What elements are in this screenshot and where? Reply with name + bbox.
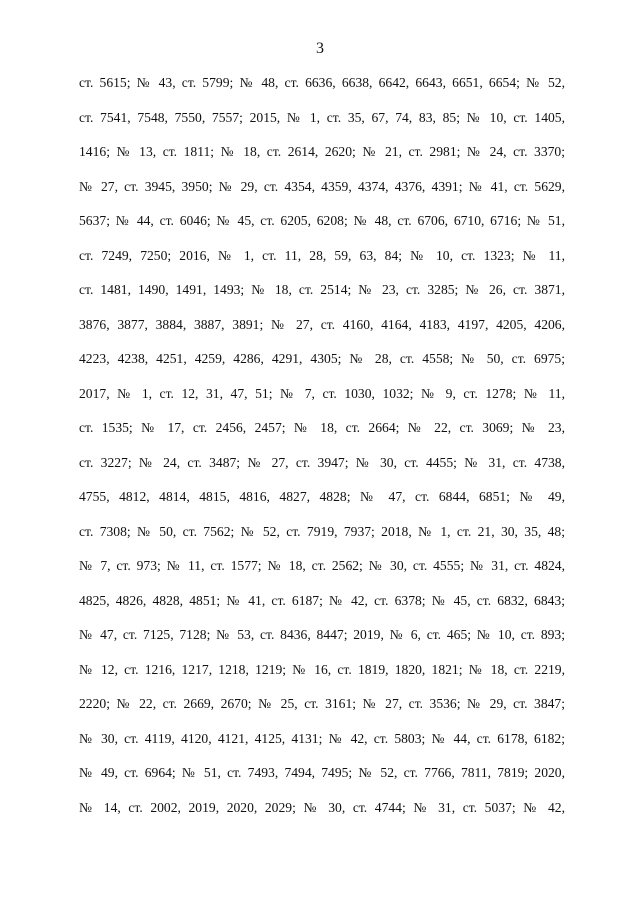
text-line: 2017, № 1, ст. 12, 31, 47, 51; № 7, ст. 1030, 1032; № 9, ст. 1278; № 11,	[79, 385, 565, 401]
text-line: 4223, 4238, 4251, 4259, 4286, 4291, 4305; № 28, ст. 4558; № 50, ст. 6975;	[79, 351, 565, 366]
text-line: ст. 1535; № 17, ст. 2456, 2457; № 18, ст. 2664; № 22, ст. 3069; № 23,	[79, 420, 565, 435]
text-line: 4755, 4812, 4814, 4815, 4816, 4827, 4828; № 47, ст. 6844, 6851; № 49,	[79, 489, 565, 504]
text-line: 2220; № 22, ст. 2669, 2670; № 25, ст. 3161; № 27, ст. 3536; № 29, ст. 3847;	[79, 696, 565, 711]
text-line: ст. 7308; № 50, ст. 7562; № 52, ст. 7919, 7937; 2018, № 1, ст. 21, 30, 35, 48;	[79, 523, 565, 539]
text-line: ст. 7541, 7548, 7550, 7557; 2015, № 1, ст. 35, 67, 74, 83, 85; № 10, ст. 1405,	[79, 109, 565, 125]
text-line: ст. 7249, 7250; 2016, № 1, ст. 11, 28, 59, 63, 84; № 10, ст. 1323; № 11,	[79, 247, 565, 263]
text-line: № 49, ст. 6964; № 51, ст. 7493, 7494, 7495; № 52, ст. 7766, 7811, 7819; 2020,	[79, 765, 565, 780]
document-body	[79, 66, 565, 825]
text-line: 3876, 3877, 3884, 3887, 3891; № 27, ст. 4160, 4164, 4183, 4197, 4205, 4206,	[79, 316, 565, 332]
text-line: 1416; № 13, ст. 1811; № 18, ст. 2614, 2620; № 21, ст. 2981; № 24, ст. 3370;	[79, 144, 565, 159]
text-line: № 47, ст. 7125, 7128; № 53, ст. 8436, 8447; 2019, № 6, ст. 465; № 10, ст. 893;	[79, 627, 565, 642]
text-line: ст. 1481, 1490, 1491, 1493; № 18, ст. 2514; № 23, ст. 3285; № 26, ст. 3871,	[79, 282, 565, 297]
text-line: № 7, ст. 973; № 11, ст. 1577; № 18, ст. 2562; № 30, ст. 4555; № 31, ст. 4824,	[79, 558, 565, 573]
text-line: ст. 5615; № 43, ст. 5799; № 48, ст. 6636, 6638, 6642, 6643, 6651, 6654; № 52,	[79, 75, 565, 90]
text-line: № 30, ст. 4119, 4120, 4121, 4125, 4131; № 42, ст. 5803; № 44, ст. 6178, 6182;	[79, 730, 565, 746]
text-line: № 27, ст. 3945, 3950; № 29, ст. 4354, 4359, 4374, 4376, 4391; № 41, ст. 5629,	[79, 178, 565, 194]
text-line: № 14, ст. 2002, 2019, 2020, 2029; № 30, ст. 4744; № 31, ст. 5037; № 42,	[79, 799, 565, 815]
text-line: 5637; № 44, ст. 6046; № 45, ст. 6205, 6208; № 48, ст. 6706, 6710, 6716; № 51,	[79, 213, 565, 228]
page-number: 3	[316, 40, 324, 57]
text-line: № 12, ст. 1216, 1217, 1218, 1219; № 16, ст. 1819, 1820, 1821; № 18, ст. 2219,	[79, 661, 565, 677]
text-line: ст. 3227; № 24, ст. 3487; № 27, ст. 3947; № 30, ст. 4455; № 31, ст. 4738,	[79, 454, 565, 470]
text-line: 4825, 4826, 4828, 4851; № 41, ст. 6187; № 42, ст. 6378; № 45, ст. 6832, 6843;	[79, 592, 565, 608]
